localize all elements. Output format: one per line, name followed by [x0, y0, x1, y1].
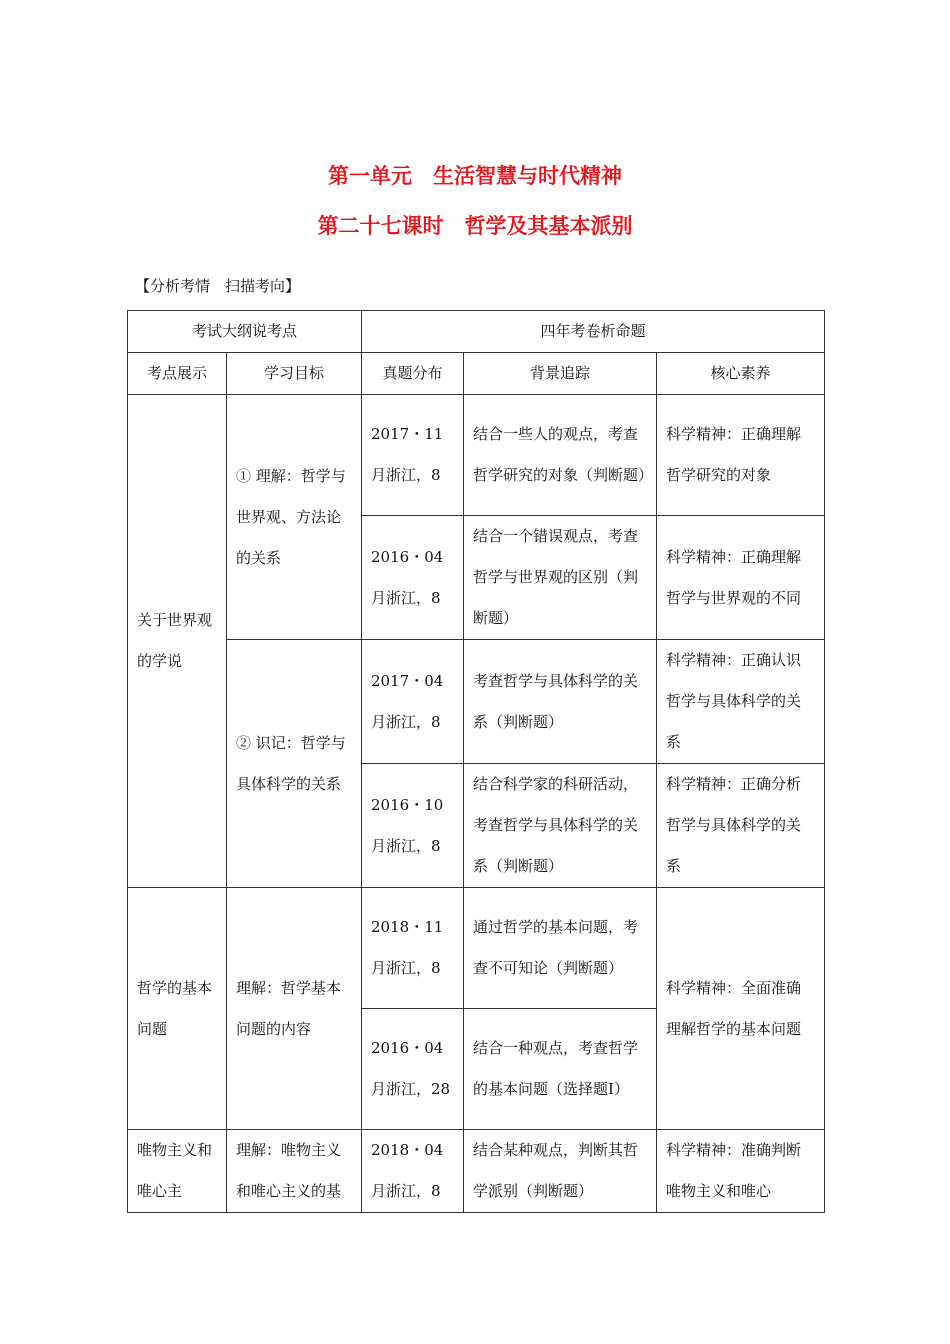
col-header-background: 背景追踪 [464, 353, 657, 395]
cell-background: 考查哲学与具体科学的关系（判断题） [464, 640, 657, 764]
cell-background: 通过哲学的基本问题，考查不可知论（判断题） [464, 888, 657, 1009]
table-row [128, 1130, 825, 1213]
table-row [128, 640, 825, 764]
cell-point: 关于世界观的学说 [128, 395, 227, 888]
cell-goal: 理解：唯物主义和唯心主义的基 [227, 1130, 362, 1213]
cell-background: 结合科学家的科研活动，考查哲学与具体科学的关系（判断题） [464, 764, 657, 888]
cell-literacy: 科学精神：全面准确理解哲学的基本问题 [657, 888, 825, 1130]
cell-exam: 2017・04月浙江，8 [362, 640, 464, 764]
cell-goal: 理解：哲学基本问题的内容 [227, 888, 362, 1130]
cell-point: 哲学的基本问题 [128, 888, 227, 1130]
cell-literacy: 科学精神：正确分析哲学与具体科学的关系 [657, 764, 825, 888]
col-header-goal: 学习目标 [227, 353, 362, 395]
section-heading: 【分析考情 扫描考向】 [135, 277, 301, 295]
cell-goal: ① 理解：哲学与世界观、方法论的关系 [227, 395, 362, 640]
cell-literacy: 科学精神：正确认识哲学与具体科学的关系 [657, 640, 825, 764]
cell-goal: ② 识记：哲学与具体科学的关系 [227, 640, 362, 888]
cell-background: 结合一种观点，考查哲学的基本问题（选择题Ⅰ） [464, 1009, 657, 1130]
lesson-title: 第二十七课时 哲学及其基本派别 [317, 214, 633, 238]
cell-literacy: 科学精神：准确判断唯物主义和唯心 [657, 1130, 825, 1213]
cell-background: 结合一个错误观点，考查哲学与世界观的区别（判断题） [464, 516, 657, 640]
unit-title: 第一单元 生活智慧与时代精神 [328, 164, 622, 188]
cell-background: 结合一些人的观点，考查哲学研究的对象（判断题） [464, 395, 657, 516]
col-header-literacy: 核心素养 [657, 353, 825, 395]
group-header-row [128, 311, 825, 353]
cell-literacy: 科学精神：正确理解哲学研究的对象 [657, 395, 825, 516]
table-row [128, 395, 825, 516]
cell-background: 结合某种观点，判断其哲学派别（判断题） [464, 1130, 657, 1213]
col-header-exam: 真题分布 [362, 353, 464, 395]
table-row [128, 888, 825, 1009]
cell-literacy: 科学精神：正确理解哲学与世界观的不同 [657, 516, 825, 640]
header-syllabus: 考试大纲说考点 [128, 311, 362, 353]
cell-exam: 2016・04月浙江，28 [362, 1009, 464, 1130]
exam-analysis-table [127, 310, 825, 1213]
cell-point: 唯物主义和唯心主 [128, 1130, 227, 1213]
cell-exam: 2018・04月浙江，8 [362, 1130, 464, 1213]
cell-exam: 2016・04月浙江，8 [362, 516, 464, 640]
col-header-point: 考点展示 [128, 353, 227, 395]
cell-exam: 2016・10月浙江，8 [362, 764, 464, 888]
cell-exam: 2018・11月浙江，8 [362, 888, 464, 1009]
cell-exam: 2017・11月浙江，8 [362, 395, 464, 516]
header-exam-analysis: 四年考卷析命题 [362, 311, 825, 353]
column-header-row [128, 353, 825, 395]
